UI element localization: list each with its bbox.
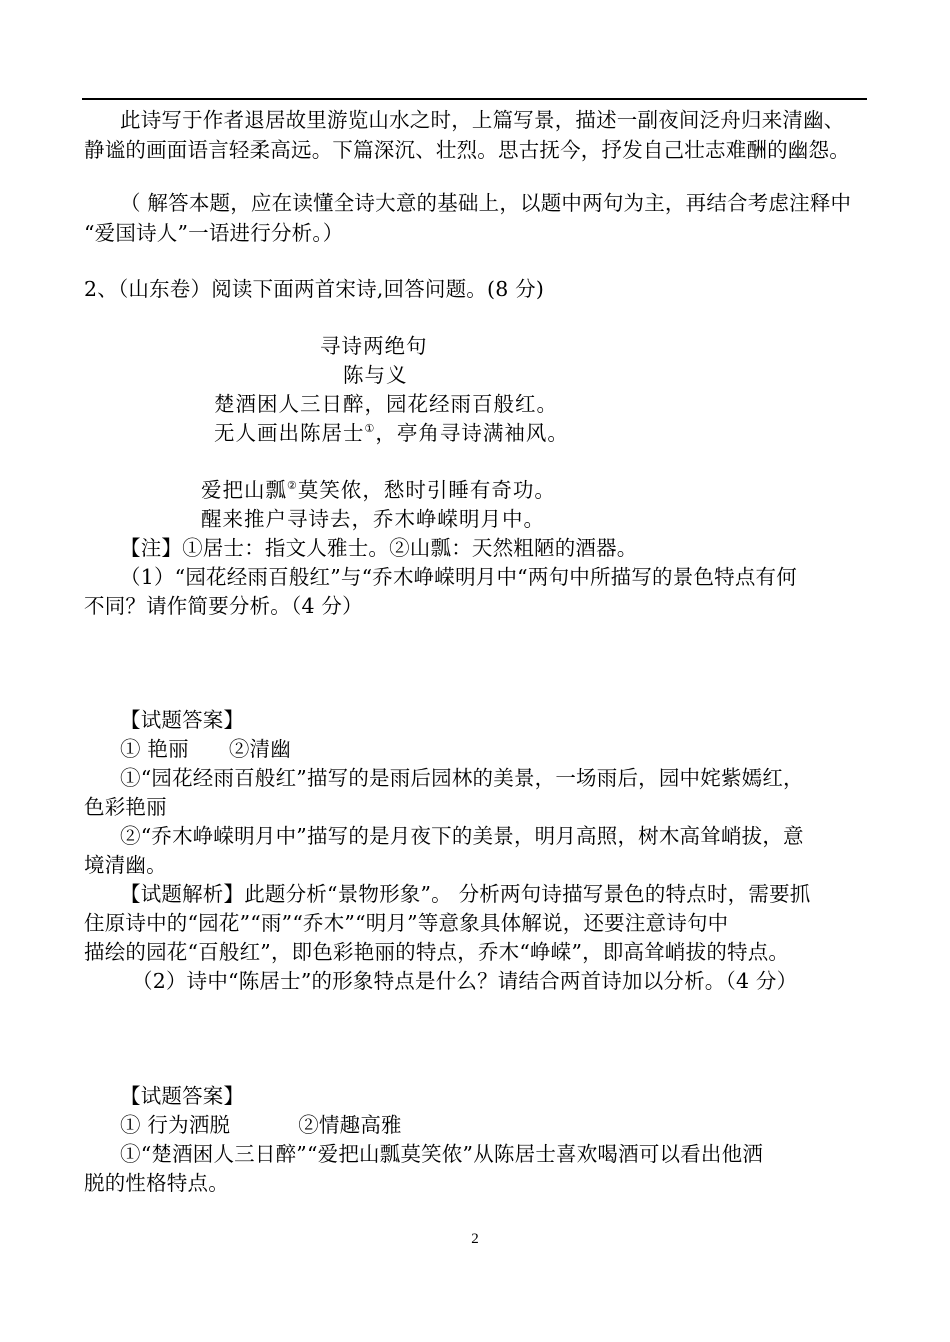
answer-1-label: 【试题答案】 [120,708,245,732]
answer-1-point-1-line-1: ①“园花经雨百般红”描写的是雨后园林的美景，一场雨后，园中姹紫嫣红， [120,766,804,790]
sub-question-2: （2）诗中“陈居士”的形象特点是什么？请结合两首诗加以分析。（4 分） [132,969,798,993]
footnote-mark-1: ① [364,422,376,436]
poem-stanza-1-line-1: 楚酒困人三日醉，园花经雨百般红。 [214,392,558,416]
page-number: 2 [471,1231,479,1247]
poem-stanza-2-line-2: 醒来推户寻诗去，乔木峥嵘明月中。 [201,507,545,531]
answer-2-label: 【试题答案】 [120,1084,245,1108]
footnote-mark-2: ② [287,479,298,493]
intro-line-1: 此诗写于作者退居故里游览山水之时，上篇写景，描述一副夜间泛舟归来清幽、 [120,108,845,132]
analysis-line-1: 【试题解析】此题分析“景物形象”。 分析两句诗描写景色的特点时，需要抓 [120,882,811,906]
poem-title: 寻诗两绝句 [320,334,428,358]
hint-line-2: “爱国诗人”一语进行分析。） [84,221,344,245]
answer-1-point-1-line-2: 色彩艳丽 [84,795,167,819]
poem-stanza-1-line-2: 无人画出陈居士①，亭角寻诗满袖风。 [214,421,569,445]
answer-1-point-2-line-2: 境清幽。 [84,853,167,877]
poem-author: 陈与义 [343,363,408,387]
answer-1-keys: ① 艳丽 ②清幽 [120,737,291,761]
question-2-heading: 2、（山东卷）阅读下面两首宋诗,回答问题。(8 分) [84,277,545,301]
analysis-line-3: 描绘的园花“百般红”，即色彩艳丽的特点，乔木“峥嵘”，即高耸峭拔的特点。 [84,940,790,964]
analysis-line-2: 住原诗中的“园花”“雨”“乔木”“明月”等意象具体解说，还要注意诗句中 [84,911,729,935]
answer-1-point-2-line-1: ②“乔木峥嵘明月中”描写的是月夜下的美景，明月高照，树木高耸峭拔，意 [120,824,804,848]
answer-2-point-1-line-1: ①“楚酒困人三日醉”“爱把山瓢莫笑侬”从陈居士喜欢喝酒可以看出他洒 [120,1142,764,1166]
sub-question-1-line-2: 不同？请作简要分析。（4 分） [84,594,363,618]
intro-line-2: 静谧的画面语言轻柔高远。下篇深沉、壮烈。思古抚今，抒发自己壮志难酬的幽怨。 [84,138,850,162]
poem-note: 【注】①居士：指文人雅士。②山瓢：天然粗陋的酒器。 [120,536,638,560]
answer-2-point-1-line-2: 脱的性格特点。 [84,1171,229,1195]
sub-question-1-line-1: （1）“园花经雨百般红”与“乔木峥嵘明月中“两句中所描写的景色特点有何 [120,565,797,589]
answer-2-keys: ① 行为洒脱 ②情趣高雅 [120,1113,402,1137]
hint-line-1: （ 解答本题，应在读懂全诗大意的基础上，以题中两句为主，再结合考虑注释中 [120,191,852,215]
poem-stanza-2-line-1: 爱把山瓢②莫笑侬，愁时引睡有奇功。 [201,478,556,502]
header-rule [82,98,867,100]
